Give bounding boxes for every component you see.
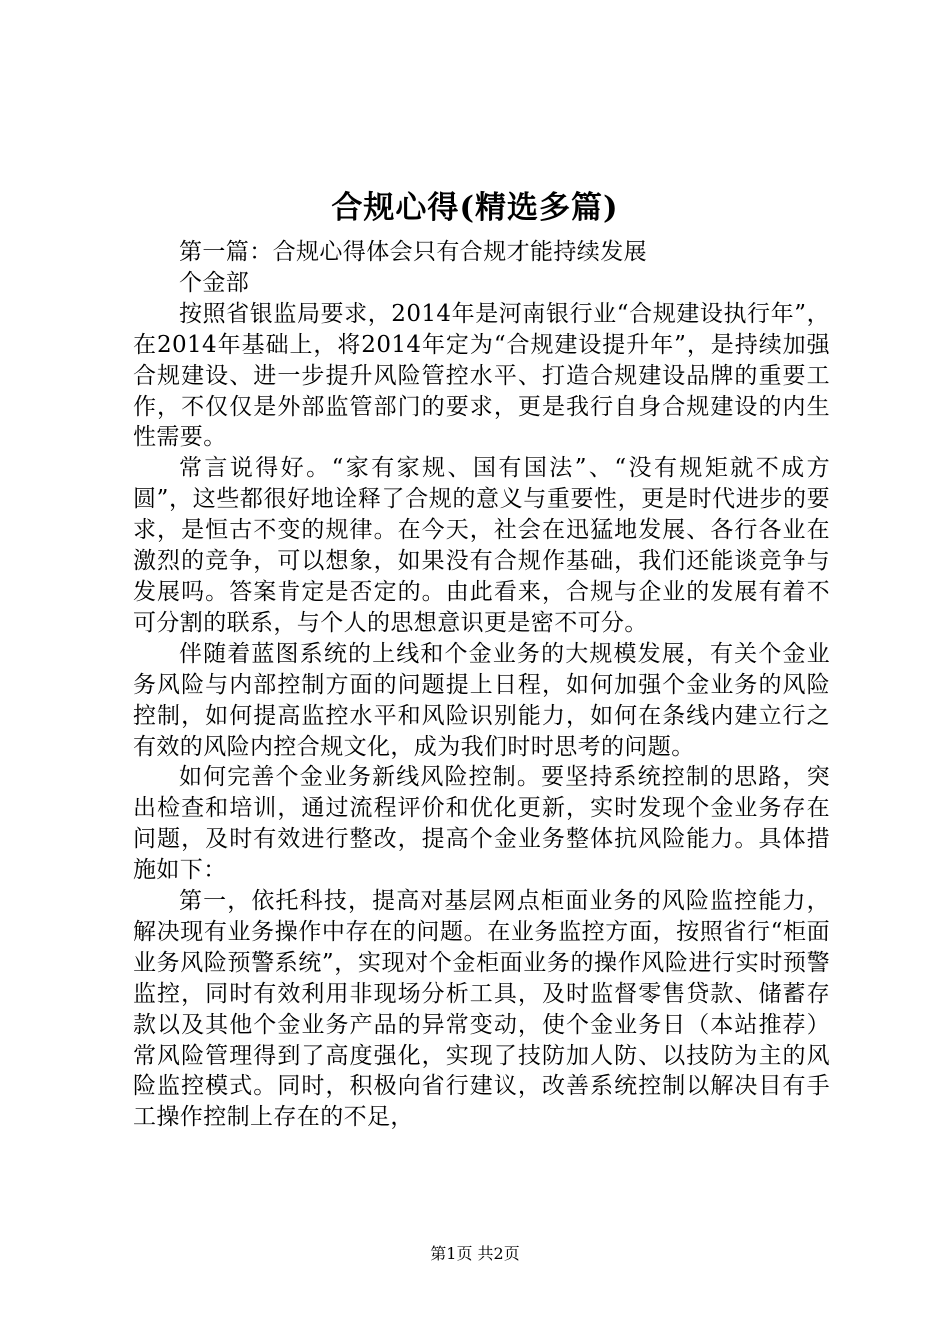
paragraph: 如何完善个金业务新线风险控制。要坚持系统控制的思路，突出检查和培训，通过流程评价和优化更新，实时发现个金业务存在问题，及时有效进行整改，提高个金业务整体抗风险能力。具体措施如下： [133, 764, 830, 884]
paragraph: 按照省银监局要求，2014年是河南银行业“合规建设执行年”，在2014年基础上，将2014年定为“合规建设提升年”，是持续加强合规建设、进一步提升风险管控水平、打造合规建设品牌的重要工作，不仅仅是外部监管部门的要求，更是我行自身合规建设的内生性需要。 [133, 300, 830, 451]
paragraph-section-heading: 第一篇：合规心得体会只有合规才能持续发展 [179, 239, 647, 265]
page-number-footer: 第1页 共2页 [430, 1244, 520, 1263]
document-body [133, 237, 830, 1133]
paragraph-department: 个金部 [179, 269, 250, 296]
paragraph: 第一，依托科技，提高对基层网点柜面业务的风险监控能力，解决现有业务操作中存在的问题。在业务监控方面，按照省行“柜面业务风险预警系统”，实现对个金柜面业务的操作风险进行实时预警监控，同时有效利用非现场分析工具，及时监督零售贷款、储蓄存款以及其他个金业务产品的异常变动，使个金业务日（本站推荐）常风险管理得到了高度强化，实现了技防加人防、以技防为主的风险监控模式。同时，积极向省行建议，改善系统控制以解决目有手工操作控制上存在的不足， [133, 888, 830, 1131]
document-title: 合规心得(精选多篇) [331, 190, 619, 226]
paragraph: 伴随着蓝图系统的上线和个金业务的大规模发展，有关个金业务风险与内部控制方面的问题提上日程，如何加强个金业务的风险控制，如何提高监控水平和风险识别能力，如何在条线内建立行之有效的风险内控合规文化，成为我们时时思考的问题。 [133, 640, 830, 760]
paragraph: 常言说得好。“家有家规、国有国法”、“没有规矩就不成方圆”，这些都很好地诠释了合规的意义与重要性，更是时代进步的要求，是恒古不变的规律。在今天，社会在迅猛地发展、各行各业在激烈的竞争，可以想象，如果没有合规作基础，我们还能谈竞争与发展吗。答案肯定是否定的。由此看来，合规与企业的发展有着不可分割的联系，与个人的思想意识更是密不可分。 [133, 455, 830, 636]
